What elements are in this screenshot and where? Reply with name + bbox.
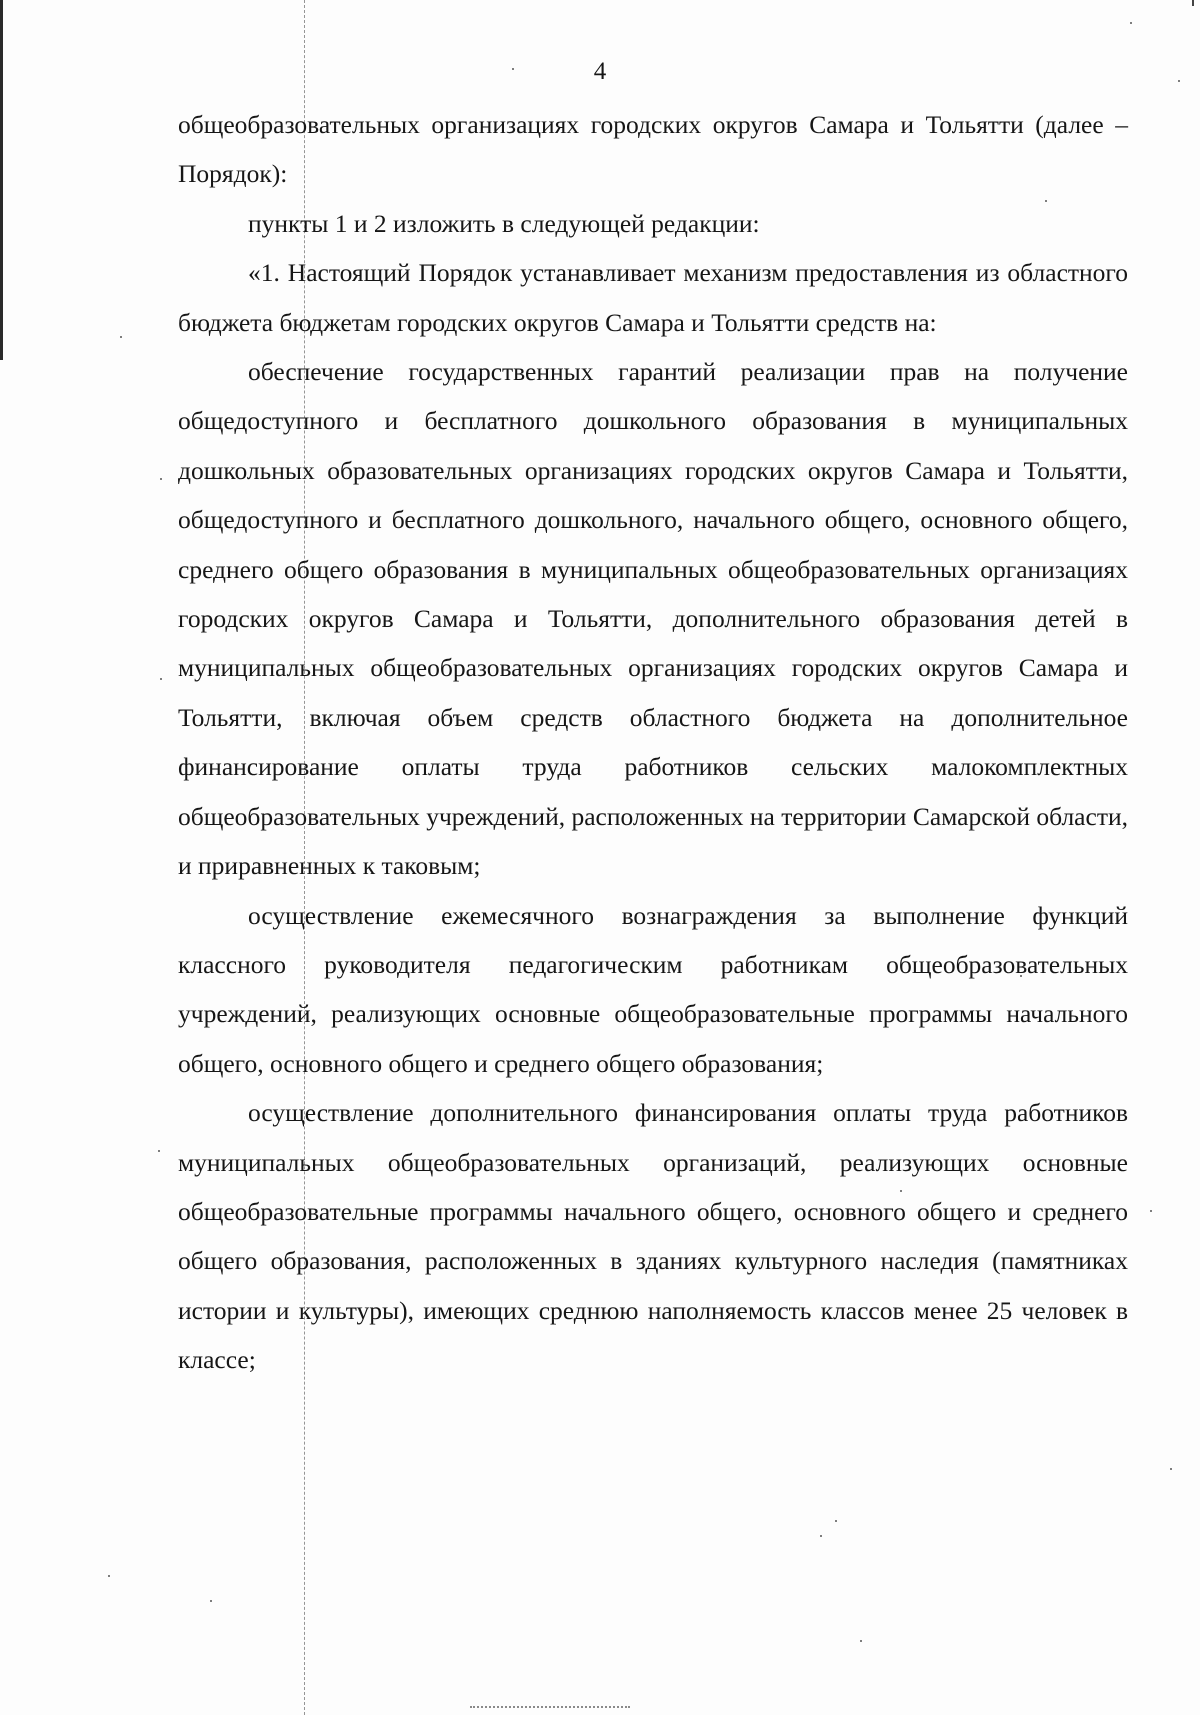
scan-speck [1170, 1468, 1172, 1470]
scan-bottom-mark [470, 1706, 630, 1711]
scan-edge-mark [1192, 0, 1194, 6]
document-body [178, 100, 1128, 1385]
scan-speck [160, 678, 162, 680]
paragraph-heritage-buildings: осуществление дополнительного финансирования оплаты труда работников муниципальных общеобразовательных организаций, реализующих основные общеобразовательные программы начального общего, основного общего и среднего общего образования, расположенных в зданиях культурного наследия (памятниках истории и культуры), имеющих среднюю наполняемость классов менее 25 человек в классе; [178, 1098, 1128, 1375]
scan-speck [210, 1600, 212, 1602]
paragraph-amendment-intro: пункты 1 и 2 изложить в следующей редакции: [248, 208, 760, 238]
scan-speck [1150, 1210, 1152, 1212]
scan-speck [120, 336, 122, 338]
scan-speck [1130, 22, 1132, 24]
scan-speck [820, 1535, 822, 1537]
paragraph-continuation: общеобразовательных организациях городских округов Самара и Тольятти (далее – Порядок): [178, 110, 1128, 189]
scan-speck [158, 1150, 160, 1152]
scan-speck [860, 1640, 862, 1642]
paragraph-class-teacher-reward: осуществление ежемесячного вознаграждения за выполнение функций классного руководителя педагогическим работникам общеобразовательных учреждений, реализующих основные общеобразовательные программы начального общего, основного общего и среднего общего образования; [178, 900, 1128, 1078]
page-number: 4 [593, 58, 607, 85]
paragraph-item-1: «1. Настоящий Порядок устанавливает механизм предоставления из областного бюджета бюджетам городских округов Самара и Тольятти средств на: [178, 258, 1128, 337]
scan-speck [835, 1520, 837, 1522]
paragraph-guarantees: обеспечение государственных гарантий реализации прав на получение общедоступного и бесплатного дошкольного образования в муниципальных дошкольных образовательных организациях городских округов Самара и Тольятти, общедоступного и бесплатного дошкольного, начального общего, основного общего, среднего общего образования в муниципальных общеобразовательных организациях городских округов Самара и Тольятти, дополнительного образования детей в муниципальных общеобразовательных организациях городских округов Самара и Тольятти, включая объем средств областного бюджета на дополнительное финансирование оплаты труда работников сельских малокомплектных общеобразовательных учреждений, расположенных на территории Самарской области, и приравненных к таковым; [178, 357, 1128, 881]
scan-speck [160, 478, 162, 480]
scan-speck [108, 1575, 110, 1577]
scan-edge-shadow [0, 0, 3, 360]
